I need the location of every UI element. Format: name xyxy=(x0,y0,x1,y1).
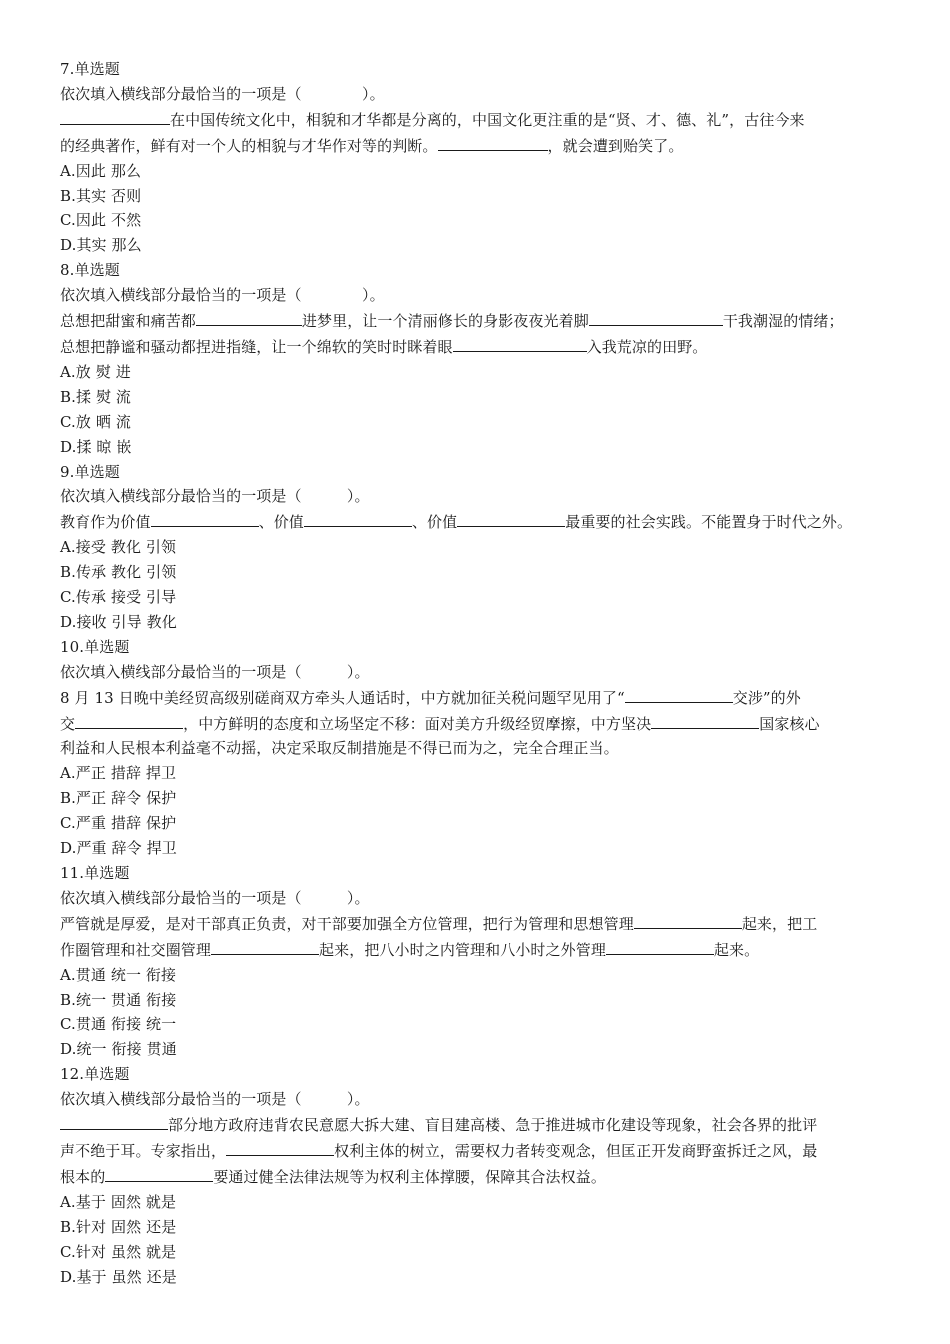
question-body: 总想把甜蜜和痛苦都 进梦里，让一个清丽修长的身影夜夜光着脚 干我潮湿的情绪； 总想把静谧和骚动都捏进指缝，让一个绵软的笑时时眯着眼 入我荒凉的田野。 xyxy=(60,308,892,360)
question-body: 在中国传统文化中，相貌和才华都是分离的，中国文化更注重的是“贤、才、德、礼”，古往今来 的经典著作，鲜有对一个人的相貌与才华作对等的判断。 ，就会遭到贻笑了。 xyxy=(60,107,892,159)
answer-blank xyxy=(625,685,733,703)
option-b: B.揉 熨 流 xyxy=(60,387,132,406)
question-header: 9.单选题 xyxy=(60,462,120,481)
question-body: 严管就是厚爱，是对干部真正负责，对干部要加强全方位管理，把行为管理和思想管理 起来，把工 作圈管理和社交圈管理 起来，把八小时之内管理和八小时之外管理 起来。 xyxy=(60,911,892,963)
question-prompt: 依次填入横线部分最恰当的一项是（ ）。 xyxy=(60,286,385,305)
question-10 xyxy=(60,635,892,861)
question-12 xyxy=(60,1062,892,1289)
option-c: C.因此 不然 xyxy=(60,211,142,230)
answer-blank xyxy=(105,1164,213,1182)
answer-blank xyxy=(60,1112,168,1130)
option-d: D.接收 引导 教化 xyxy=(60,612,177,631)
question-7 xyxy=(60,57,892,258)
answer-blank xyxy=(151,509,259,527)
question-header: 7.单选题 xyxy=(60,60,120,78)
question-body: 8 月 13 日晚中美经贸高级别磋商双方牵头人通话时，中方就加征关税问题罕见用了“ 交涉”的外 交 ，中方鲜明的态度和立场坚定不移：面对美方升级经贸摩擦，中方坚决 国家核心 利益和人民根本利益毫不动摇，决定采取反制措施是不得已而为之，完全合理正当。 xyxy=(60,685,892,762)
option-d: D.揉 晾 嵌 xyxy=(60,437,132,456)
question-9 xyxy=(60,460,892,635)
question-8 xyxy=(60,258,892,459)
question-prompt: 依次填入横线部分最恰当的一项是（ ）。 xyxy=(60,84,385,103)
option-a: A.基于 固然 就是 xyxy=(60,1192,177,1211)
answer-blank xyxy=(634,911,742,929)
option-d: D.严重 辞令 捍卫 xyxy=(60,839,177,858)
option-c: C.放 晒 流 xyxy=(60,412,131,431)
option-c: C.贯通 衔接 统一 xyxy=(60,1015,177,1034)
exam-document xyxy=(60,57,892,1289)
question-header: 11.单选题 xyxy=(60,864,130,882)
question-header: 12.单选题 xyxy=(60,1065,130,1084)
answer-blank xyxy=(60,107,170,125)
option-c: C.传承 接受 引导 xyxy=(60,588,177,607)
answer-blank xyxy=(226,1138,334,1156)
answer-blank xyxy=(457,509,565,527)
question-body: 教育作为价值 、价值 、价值 最重要的社会实践。不能置身于时代之外。 xyxy=(60,509,892,535)
option-b: B.传承 教化 引领 xyxy=(60,563,177,582)
answer-blank xyxy=(438,133,548,151)
option-b: B.针对 固然 还是 xyxy=(60,1217,177,1236)
answer-blank xyxy=(589,308,723,326)
option-d: D.统一 衔接 贯通 xyxy=(60,1040,177,1059)
answer-blank xyxy=(651,711,759,729)
answer-blank xyxy=(75,711,183,729)
question-prompt: 依次填入横线部分最恰当的一项是（ ）。 xyxy=(60,662,370,681)
option-c: C.严重 措辞 保护 xyxy=(60,814,177,833)
question-prompt: 依次填入横线部分最恰当的一项是（ ）。 xyxy=(60,487,370,506)
option-a: A.放 熨 进 xyxy=(60,362,131,381)
option-d: D.其实 那么 xyxy=(60,236,142,255)
option-b: B.统一 贯通 衔接 xyxy=(60,990,177,1009)
question-prompt: 依次填入横线部分最恰当的一项是（ ）。 xyxy=(60,1090,370,1109)
option-b: B.其实 否则 xyxy=(60,186,142,205)
option-a: A.因此 那么 xyxy=(60,161,142,180)
question-body: 部分地方政府违背农民意愿大拆大建、盲目建高楼、急于推进城市化建设等现象，社会各界的批评 声不绝于耳。专家指出， 权利主体的树立，需要权力者转变观念，但匡正开发商野蛮拆迁之风，最 根本的 要通过健全法律法规等为权利主体撑腰，保障其合法权益。 xyxy=(60,1112,892,1190)
answer-blank xyxy=(211,937,319,955)
question-11 xyxy=(60,861,892,1062)
answer-blank xyxy=(304,509,412,527)
option-c: C.针对 虽然 就是 xyxy=(60,1242,177,1261)
question-header: 8.单选题 xyxy=(60,261,120,280)
question-header: 10.单选题 xyxy=(60,637,130,656)
option-a: A.严正 措辞 捍卫 xyxy=(60,764,177,783)
option-d: D.基于 虽然 还是 xyxy=(60,1267,177,1286)
option-a: A.接受 教化 引领 xyxy=(60,538,177,557)
option-b: B.严正 辞令 保护 xyxy=(60,789,177,808)
answer-blank xyxy=(196,308,302,326)
answer-blank xyxy=(606,937,714,955)
question-prompt: 依次填入横线部分最恰当的一项是（ ）。 xyxy=(60,888,370,907)
answer-blank xyxy=(453,334,587,352)
option-a: A.贯通 统一 衔接 xyxy=(60,965,177,984)
